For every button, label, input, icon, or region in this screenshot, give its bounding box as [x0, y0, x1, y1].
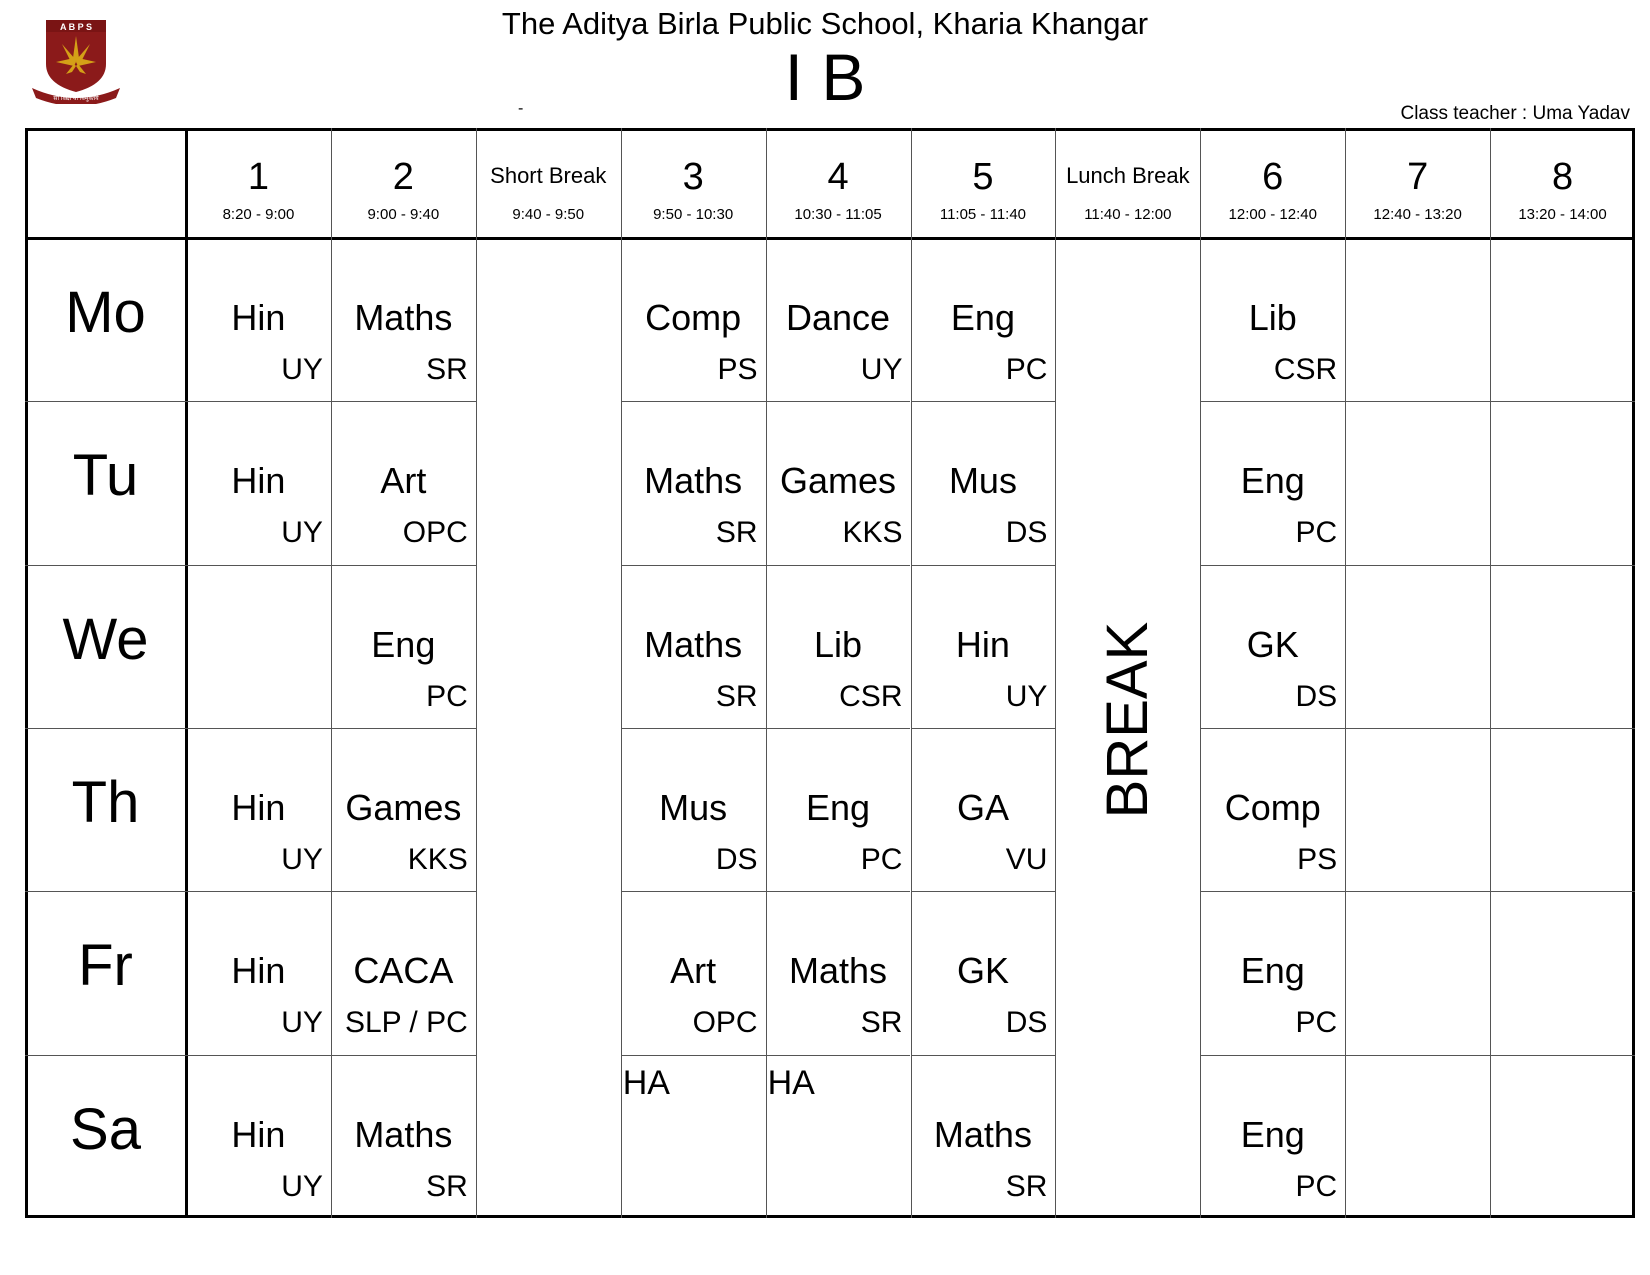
subject-name: Hin: [231, 1113, 286, 1155]
header-period-time: 13:20 - 14:00: [1518, 206, 1607, 223]
teacher-code: SR: [860, 1006, 903, 1040]
school-name: The Aditya Birla Public School, Kharia Khangar: [501, 6, 1149, 41]
grid-line: [186, 1055, 331, 1056]
lunch-break-vertical: BREAK: [1094, 621, 1160, 819]
day-label: Th: [71, 769, 140, 835]
subject-name: Mus: [948, 460, 1017, 502]
grid-line: [1200, 1055, 1345, 1056]
grid-line: [766, 891, 911, 892]
header-period-time: 12:40 - 13:20: [1373, 206, 1462, 223]
grid-line: [25, 1055, 186, 1056]
day-label: Sa: [70, 1096, 141, 1162]
teacher-code: CSR: [1273, 353, 1338, 386]
grid-line: [25, 565, 186, 566]
teacher-code: PC: [1295, 516, 1338, 550]
teacher-code: PS: [1297, 842, 1338, 876]
subject-name: Mus: [659, 786, 728, 828]
teacher-code: UY: [281, 1006, 323, 1040]
header-period-time: 10:30 - 11:05: [794, 206, 882, 223]
subject-name: Eng: [950, 297, 1015, 338]
header-period-time: 9:50 - 10:30: [653, 206, 734, 223]
header-period-number: 4: [827, 156, 849, 198]
teacher-code: DS: [715, 842, 758, 876]
grid-line: [331, 1055, 476, 1056]
header-period-time: 8:20 - 9:00: [222, 206, 295, 223]
teacher-code: KKS: [842, 516, 903, 550]
subject-name: Maths: [354, 297, 453, 338]
grid-line: [1345, 401, 1490, 402]
header-period-time: 11:40 - 12:00: [1084, 206, 1172, 223]
subject-name: Hin: [231, 950, 286, 992]
subject-name: Eng: [806, 786, 871, 828]
grid-line: [331, 728, 476, 729]
grid-line: [186, 565, 331, 566]
subject-name: Eng: [371, 623, 436, 665]
grid-line: [331, 565, 476, 566]
logo-letters: A B P S: [59, 22, 93, 32]
teacher-code: CSR: [839, 679, 903, 713]
cell-note: HA: [767, 1063, 815, 1102]
grid-line: [766, 728, 911, 729]
day-label: Mo: [65, 280, 146, 345]
header-period-time: 9:00 - 9:40: [367, 206, 440, 223]
subject-name: Comp: [1224, 786, 1321, 828]
grid-line: [25, 401, 186, 402]
grid-line: [25, 891, 186, 892]
grid-line: [1200, 728, 1345, 729]
grid-line: [766, 565, 911, 566]
subject-name: Hin: [955, 623, 1010, 665]
subject-name: CACA: [353, 950, 454, 992]
header-period-number: 7: [1407, 156, 1429, 198]
teacher-code: SR: [426, 1169, 468, 1203]
teacher-code: SLP / PC: [344, 1006, 468, 1040]
header-period-number: 1: [247, 156, 270, 198]
header-period-number: 5: [972, 156, 994, 198]
teacher-code: UY: [281, 1169, 323, 1203]
teacher-code: SR: [715, 679, 758, 713]
grid-line: [1490, 1055, 1635, 1056]
timetable-grid: [25, 128, 1635, 1218]
dash-mark: -: [518, 100, 524, 117]
header-period-time: 11:05 - 11:40: [939, 206, 1027, 223]
class-name: I B: [784, 40, 866, 114]
grid-line: [186, 728, 331, 729]
subject-name: Dance: [786, 297, 891, 338]
grid-line: [911, 1055, 1056, 1056]
grid-line: [911, 891, 1056, 892]
header-break-label: Lunch Break: [1066, 163, 1190, 188]
subject-name: Art: [380, 460, 427, 502]
teacher-code: PC: [1005, 353, 1048, 386]
subject-name: Maths: [933, 1113, 1032, 1155]
subject-name: GK: [956, 950, 1009, 992]
grid-line: [331, 891, 476, 892]
grid-line: [911, 401, 1056, 402]
subject-name: Lib: [1248, 297, 1297, 338]
grid-line: [1345, 728, 1490, 729]
teacher-code: OPC: [402, 516, 468, 550]
subject-name: Games: [345, 786, 462, 828]
teacher-code: DS: [1005, 1006, 1048, 1040]
grid-line: [25, 1215, 1635, 1218]
grid-line: [25, 128, 1635, 131]
grid-line: [1490, 728, 1635, 729]
grid-line: [621, 891, 766, 892]
subject-name: GA: [956, 786, 1009, 828]
grid-line: [331, 401, 476, 402]
logo-motto: सा विद्या या विमुक्तये: [53, 95, 99, 102]
header-period-number: 8: [1551, 156, 1574, 198]
grid-line: [186, 891, 331, 892]
subject-name: Maths: [644, 460, 743, 502]
grid-line: [621, 401, 766, 402]
teacher-code: SR: [1005, 1169, 1048, 1203]
day-label: We: [62, 606, 149, 672]
header-period-number: 2: [392, 156, 414, 198]
header-period-time: 12:00 - 12:40: [1228, 206, 1317, 223]
subject-name: Hin: [231, 786, 286, 828]
header-period-time: 9:40 - 9:50: [512, 206, 585, 223]
teacher-code: PC: [426, 679, 468, 713]
grid-line: [1200, 891, 1345, 892]
subject-name: Hin: [231, 297, 286, 338]
subject-name: Eng: [1240, 950, 1305, 992]
grid-line: [1345, 1055, 1490, 1056]
grid-line: [476, 128, 477, 1218]
subject-name: Maths: [644, 623, 743, 665]
grid-line: [1490, 891, 1635, 892]
subject-name: Art: [670, 950, 717, 992]
teacher-code: UY: [281, 353, 323, 386]
grid-line: [186, 401, 331, 402]
cell-note: HA: [622, 1063, 670, 1102]
teacher-code: UY: [860, 353, 903, 386]
subject-name: GK: [1246, 623, 1299, 665]
grid-line: [1055, 128, 1056, 1218]
teacher-code: UY: [281, 516, 323, 550]
grid-line: [766, 1055, 911, 1056]
teacher-code: PC: [1295, 1006, 1338, 1040]
grid-line: [1490, 401, 1635, 402]
grid-line: [766, 401, 911, 402]
subject-name: Eng: [1240, 460, 1305, 502]
day-label: Tu: [72, 443, 139, 509]
header-period-number: 6: [1262, 156, 1284, 198]
teacher-code: DS: [1005, 516, 1048, 550]
subject-name: Lib: [814, 623, 863, 665]
teacher-code: DS: [1295, 679, 1338, 713]
grid-line: [621, 565, 766, 566]
day-label: Fr: [78, 933, 133, 999]
grid-line: [25, 237, 1635, 240]
teacher-code: PC: [860, 842, 903, 876]
teacher-code: UY: [1005, 679, 1048, 713]
subject-name: Hin: [231, 460, 286, 502]
subject-name: Maths: [354, 1113, 453, 1155]
grid-line: [621, 728, 766, 729]
subject-name: Games: [780, 460, 897, 502]
teacher-code: OPC: [692, 1006, 758, 1040]
teacher-code: SR: [715, 516, 758, 550]
grid-line: [1345, 565, 1490, 566]
header-period-number: 3: [682, 156, 704, 198]
teacher-code: PC: [1295, 1169, 1338, 1203]
grid-line: [1200, 401, 1345, 402]
grid-line: [1490, 565, 1635, 566]
subject-name: Comp: [645, 297, 742, 338]
teacher-code: PS: [717, 353, 758, 386]
grid-line: [621, 1055, 766, 1056]
grid-line: [911, 565, 1056, 566]
teacher-code: UY: [281, 842, 323, 876]
grid-line: [1200, 565, 1345, 566]
grid-line: [1345, 891, 1490, 892]
subject-name: Maths: [789, 950, 888, 992]
teacher-code: VU: [1005, 842, 1048, 876]
grid-line: [911, 728, 1056, 729]
grid-line: [25, 728, 186, 729]
header-break-label: Short Break: [490, 163, 607, 188]
teacher-code: KKS: [407, 842, 468, 876]
class-teacher: Class teacher : Uma Yadav: [1400, 103, 1630, 124]
subject-name: Eng: [1240, 1113, 1305, 1155]
teacher-code: SR: [426, 353, 468, 386]
